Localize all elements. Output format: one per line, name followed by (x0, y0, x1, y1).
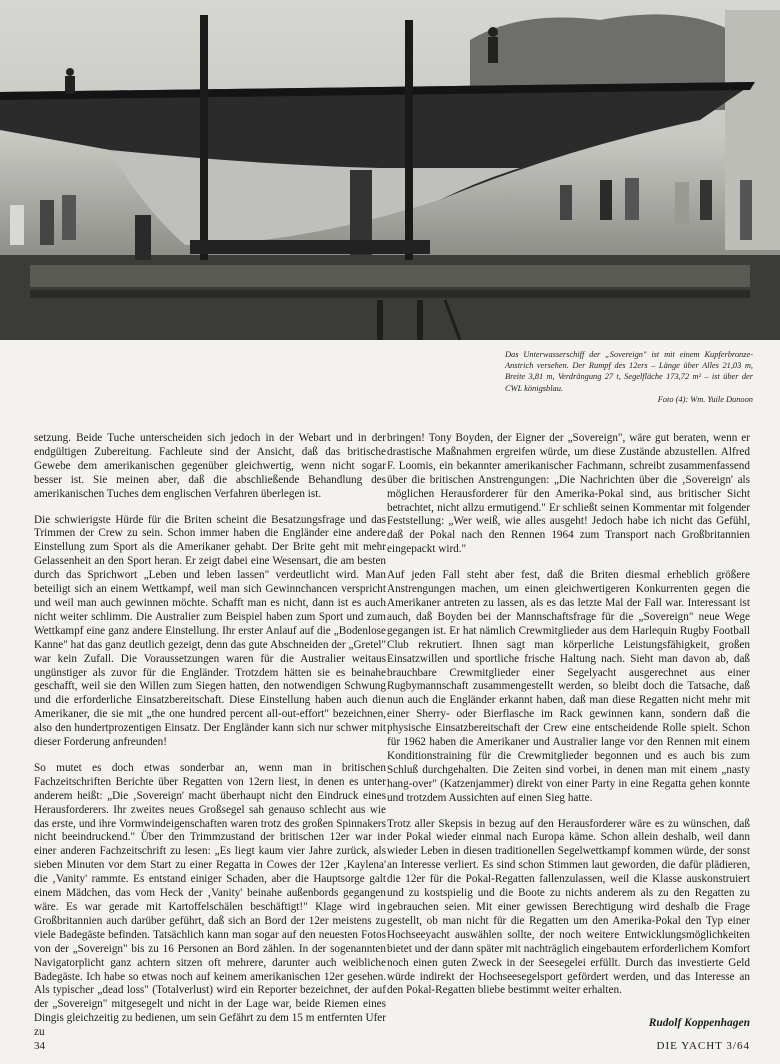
paragraph: Trotz aller Skepsis in bezug auf den Herausforderer wäre es zu wünschen, daß der Pokal wieder einmal nach Europa käme. Schon allein deshalb, weil dann wieder Leben in diesen traditionellen Segelwettkampf kommen würde, der sonst an Interesse verliert. Es sind schon Stimmen laut geworden, die dafür plädieren, die 12er für die Pokal-Regatten fallenzulassen, weil die Klasse auskonstruiert und zu kostspielig und die Boote zu nichts anderem als zu den Regatten zu gebrauchen seien. Mit einer gewissen Berechtigung wird deshalb die Frage gestellt, ob man nicht für die Regatten um den Amerika-Pokal den Typ einer Hochseeyacht auswählen sollte, der noch weitere Entwicklungsmöglichkeiten bietet und der dann später mit nachträglich eingebautem erforderlichem Komfort noch einen guten Zweck in der Seesegelei erfüllt. Durch das investierte Geld würde indirekt der Hochseesegelsport gefördert werden, und das Interesse an den Pokal-Regatten bliebe bestimmt weiter erhalten. (387, 817, 750, 997)
page-number: 34 (34, 1040, 45, 1052)
article-left-column (34, 432, 386, 1052)
author-name: Rudolf Koppenhagen (648, 1017, 750, 1029)
photo-caption (505, 349, 753, 405)
paragraph: Auf jeden Fall steht aber fest, daß die Briten diesmal erheblich größere Anstrengungen machen, um einen gleichwertigeren Konkurrenten gegen die Amerikaner antreten zu lassen, als es das letzte Mal der Fall war. Interessant ist auch, daß Boyden bei der Mannschaftsfrage für die „Sovereign" neue Wege gegangen ist. Er hat nämlich Crewmitglieder aus dem Harlequin Rugby Football Club rekrutiert. Ihnen sagt man körperliche Leistungsfähigkeit, großen Einsatzwillen und sportliche frische Haltung nach. Sieht man davon ab, daß brauchbare Crewmitglieder einer Segelyacht ausgerechnet aus einer Rugbymannschaft zusammengestellt werden, so bleibt doch die Tatsache, daß nun auch die Engländer erkannt haben, daß man diese Regatten nicht mehr mit einer Sherry- oder Bierflasche im Rack gewinnen kann, sondern daß die physische Einsatzbereitschaft der Crew eine entscheidende Rolle spielt. Schon für 1962 haben die Amerikaner und Australier lange vor den Rennen mit einem Konditionstraining für die Crewmitglieder begonnen und es auch bis zum Schluß durchgehalten. Die Zeiten sind vorbei, in denen man mit einem „nasty hang-over" (Katzenjammer) direkt von einer Party in eine Regatta gehen konnte und trotzdem Aussichten auf einen Sieg hatte. (387, 569, 750, 804)
paragraph: bringen! Tony Boyden, der Eigner der „Sovereign", wäre gut beraten, wenn er drastische Maßnahmen ergreifen würde, um diese Zustände abzustellen. Alfred F. Loomis, ein bekannter amerikanischer Fachmann, schreibt zusammenfassend über die britischen Anstrengungen: „Die Nachrichten über die ‚Sovereign' als möglichen Herausforderer für den Amerika-Pokal sind, aus britischer Sicht betrachtet, nicht allzu ermutigend." Er schließt seinen Kommentar mit folgender Feststellung: „Wer weiß, wie alles ausgeht! Jedoch habe ich nicht das Gefühl, daß der Pokal nach den Rennen 1964 zum Transport nach Großbritannien eingepackt wird." (387, 432, 750, 556)
paragraph: So mutet es doch etwas sonderbar an, wenn man in britischen Fachzeitschriften Berichte über Regatten von 12ern liest, in denen es unter anderem heißt: „Die ‚Sovereign' macht überhaupt nicht den Eindruck eines Herausforderers. Ihr zweites neues Großsegel sah genauso schlecht aus wie das erste, und ihre Vormwindeigenschaften waren trotz des großen Spinnakers nicht beeindruckend." Über den Trimmzustand der britischen 12er war in einer anderen Fachzeitschrift zu lesen: „Es liegt kaum vier Jahre zurück, als sieben Minuten vor dem Start zu einer Regatta in Cowes der 12er ‚Kaylena' die ‚Vanity' rammte. Es entstand einiger Schaden, aber die Hauptsorge galt einem Mädchen, das vom Heck der ‚Vanity' beinahe außenbords gegangen wäre. Es war gerade mit Kartoffelschälen beschäftigt!" Klage wird in Großbritannien auch darüber geführt, daß sich an Bord der 12er meistens zu viele Badegäste befinden. Tatsächlich kann man sogar auf den neuesten Fotos von der „Sovereign" bis zu 16 Personen an Bord zählen. In der sogenannten Navigatorplicht ganz achtern sitzen oft mehrere, darunter auch weibliche Badegäste. Ich habe so etwas noch auf keinem amerikanischen 12er gesehen. Als typischer „dead loss" (Totalverlust) wird ein Reporter bezeichnet, der auf der „Sovereign" mitgesegelt und nicht in der Lage war, beide Riemen eines Dingis gleichzeitig zu bedienen, um sein Gefährt zu dem 15 m entfernten Ufer zu (34, 761, 386, 1039)
caption-text: Das Unterwasserschiff der „Sovereign" ist mit einem Kupferbronze-Anstrich versehen. Der Rumpf des 12ers – Länge über Alles 21,03 m, Breite 3,81 m, Verdrängung 27 t, Segelfläche 173,72 m² – ist über der CWL königsblau. (505, 350, 753, 393)
paragraph: setzung. Beide Tuche unterscheiden sich jedoch in der Webart und in der endgültigen Zubereitung. Fachleute sind der Ansicht, daß das britische Gewebe dem amerikanischen gegenüber gleichwertig, wenn nicht sogar besser ist. Sie meinen aber, daß die abschließende Behandlung des amerikanischen Tuches dem englischen Verfahren überlegen ist. (34, 432, 386, 500)
yacht-photo-illustration (0, 0, 780, 340)
yacht-photo (0, 0, 780, 340)
paragraph: Die schwierigste Hürde für die Briten scheint die Besatzungsfrage und das Trimmen der Crew zu sein. Schon immer haben die Engländer eine andere Einstellung zum Sport als die Amerikaner gehabt. Der Brite geht mit mehr Gelassenheit an den Sport heran. Er zeigt dabei eine Wesensart, die am besten durch das Sprichwort „Leben und leben lassen" verdeutlicht wird. Man beteiligt sich an einem Wettkampf, weil man sich Gewinnchancen verspricht und weil man auch gewinnen möchte. Schafft man es nicht, dann ist es auch nicht weiter schlimm. Die Australier zum Beispiel haben zum Sport und zum Wettkampf eine ganz andere Einstellung. Ihr erster Anlauf auf die „Bodenlose Kanne" hat das ganz deutlich gezeigt, denn das gute Abschneiden der „Gretel" war kein Zufall. Die Voraussetzungen waren für die Australier weitaus ungünstiger als zuvor für die Engländer. Trotzdem hätten sie es beinahe geschafft, weil sie den Willen zum Siegen hatten, den notwendigen Schwung und die erforderliche Einsatzbereitschaft. Diese Einstellung haben auch die Amerikaner, die sie mit „the one hundred percent all-out-effort" bezeichnen, also den hundertprozentigen Einsatz. Der Engländer kann sich nur schwer mit dieser Forderung anfreunden! (34, 513, 386, 749)
article-right-column (387, 432, 750, 1010)
running-title: DIE YACHT 3/64 (656, 1040, 750, 1052)
photo-credit: Foto (4): Wm. Yuile Dunoon (657, 394, 753, 404)
